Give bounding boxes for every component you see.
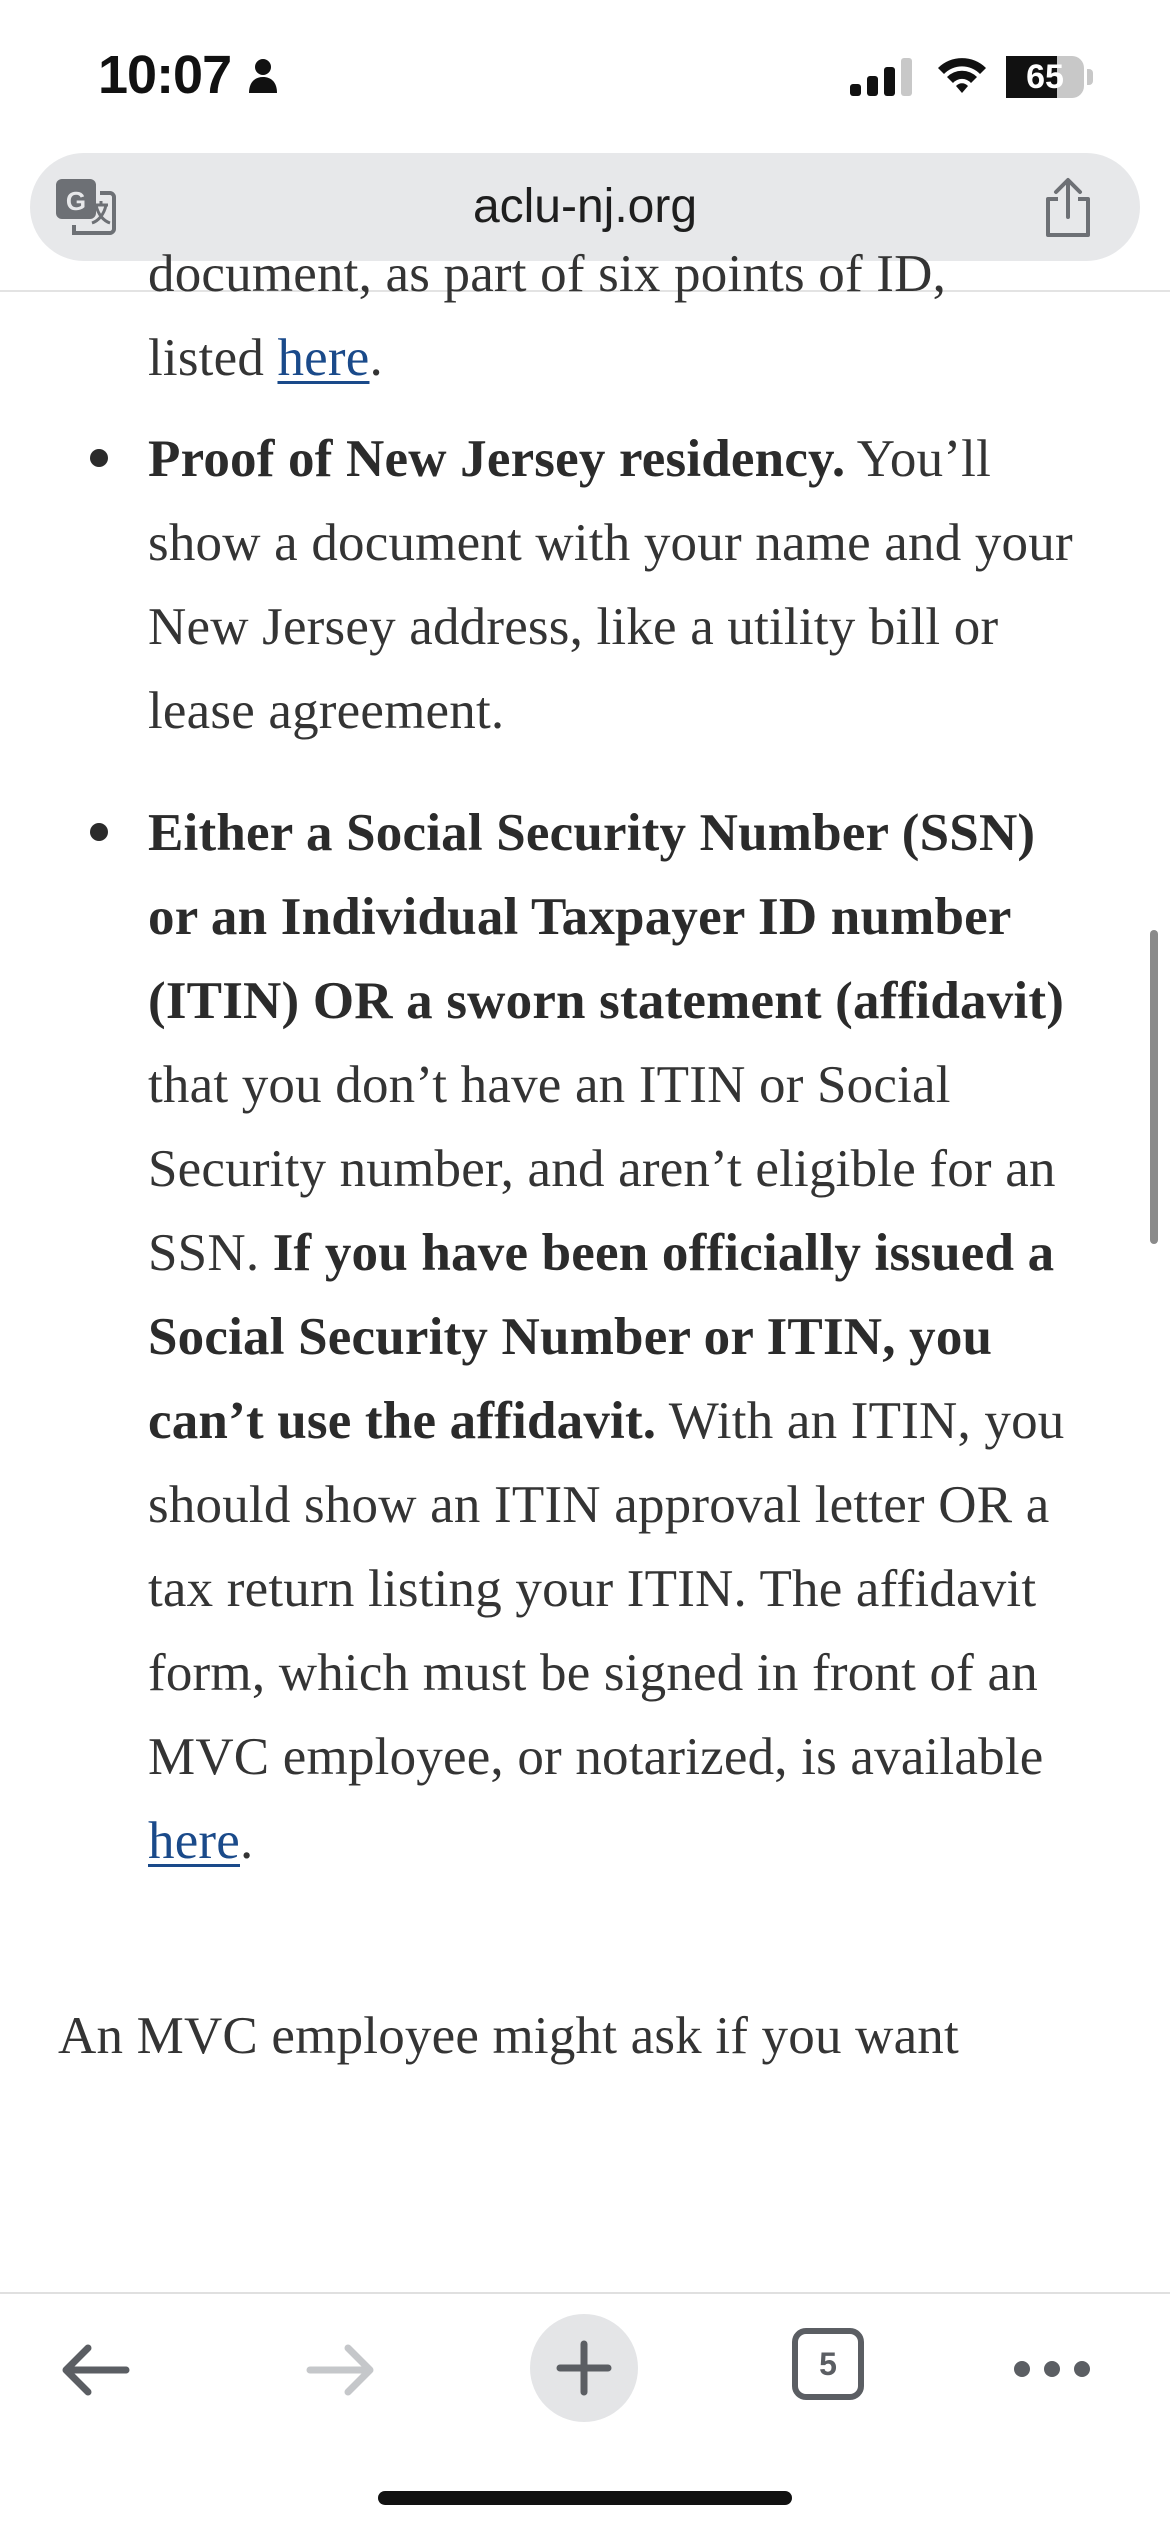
bullet-dot xyxy=(90,449,108,467)
new-tab-button[interactable] xyxy=(530,2314,638,2422)
wifi-icon xyxy=(936,54,988,94)
fragment-line-2: listed xyxy=(148,329,278,387)
article-content xyxy=(0,245,1150,2290)
bullet-dot xyxy=(90,823,108,841)
list-item-residency xyxy=(148,417,1088,753)
tab-switcher-button[interactable]: 5 xyxy=(792,2328,864,2400)
status-time: 10:07 xyxy=(98,45,232,105)
svg-text:G: G xyxy=(65,186,87,216)
share-icon[interactable] xyxy=(1040,177,1096,239)
plus-icon xyxy=(556,2340,612,2396)
home-indicator xyxy=(378,2491,792,2505)
back-arrow-icon[interactable] xyxy=(56,2330,136,2410)
here-link-affidavit[interactable]: here xyxy=(148,1812,240,1870)
ssn-text-2: With an ITIN, you should show an ITIN approval letter OR a tax return listing your ITIN. The affidavit form, which must be signed in front of an MVC employee, or notarized, is available xyxy=(148,1392,1065,1786)
translate-icon[interactable] xyxy=(54,177,116,239)
ssn-heading: Either a Social Security Number (SSN) or an Individual Taxpayer ID number (ITIN) OR a sworn statement (affidavit) xyxy=(148,804,1065,1030)
fragment-line-1: document, as part of six points of ID, xyxy=(148,245,947,303)
more-options-icon[interactable] xyxy=(1012,2344,1092,2394)
cellular-signal-icon xyxy=(850,58,914,96)
battery-icon xyxy=(1006,56,1094,98)
list-item-ssn: Either a Social Security Number (SSN) or an Individual Taxpayer ID number (ITIN) OR a sworn statement (affidavit) that you don’t have an ITIN or Social Security number, and aren’t eligible for an SSN. If you have been officially issued a Social Security Number or ITIN, you can’t use the affidavit. With an ITIN, you should show an ITIN approval letter OR a tax return listing your ITIN. The affidavit form, which must be signed in front of an MVC employee, or notarized, is available here. xyxy=(148,804,1065,1870)
status-bar xyxy=(0,0,1170,150)
scrollbar[interactable] xyxy=(1150,930,1158,1244)
residency-heading: Proof of New Jersey residency. xyxy=(148,430,846,488)
residency-text: You’ll show a document with your name and your New Jersey address, like a utility bill or lease agreement. xyxy=(148,430,1073,740)
ssn-warning: If you have been officially issued a Social Security Number or ITIN, you can’t use the affidavit. xyxy=(148,1224,1055,1450)
here-link-id[interactable]: here xyxy=(277,329,370,387)
paragraph-id-fragment: document, as part of six points of ID, listed here. xyxy=(148,245,947,387)
forward-arrow-icon[interactable] xyxy=(300,2330,380,2410)
person-icon xyxy=(248,58,278,94)
url-domain[interactable]: aclu-nj.org xyxy=(472,180,698,233)
ssn-text-1: that you don’t have an ITIN or Social Security number, and aren’t eligible for an SSN. xyxy=(148,1056,1056,1282)
battery-level: 65 xyxy=(1026,58,1064,96)
paragraph-mvc-employee: An MVC employee might ask if you want xyxy=(58,2007,959,2065)
